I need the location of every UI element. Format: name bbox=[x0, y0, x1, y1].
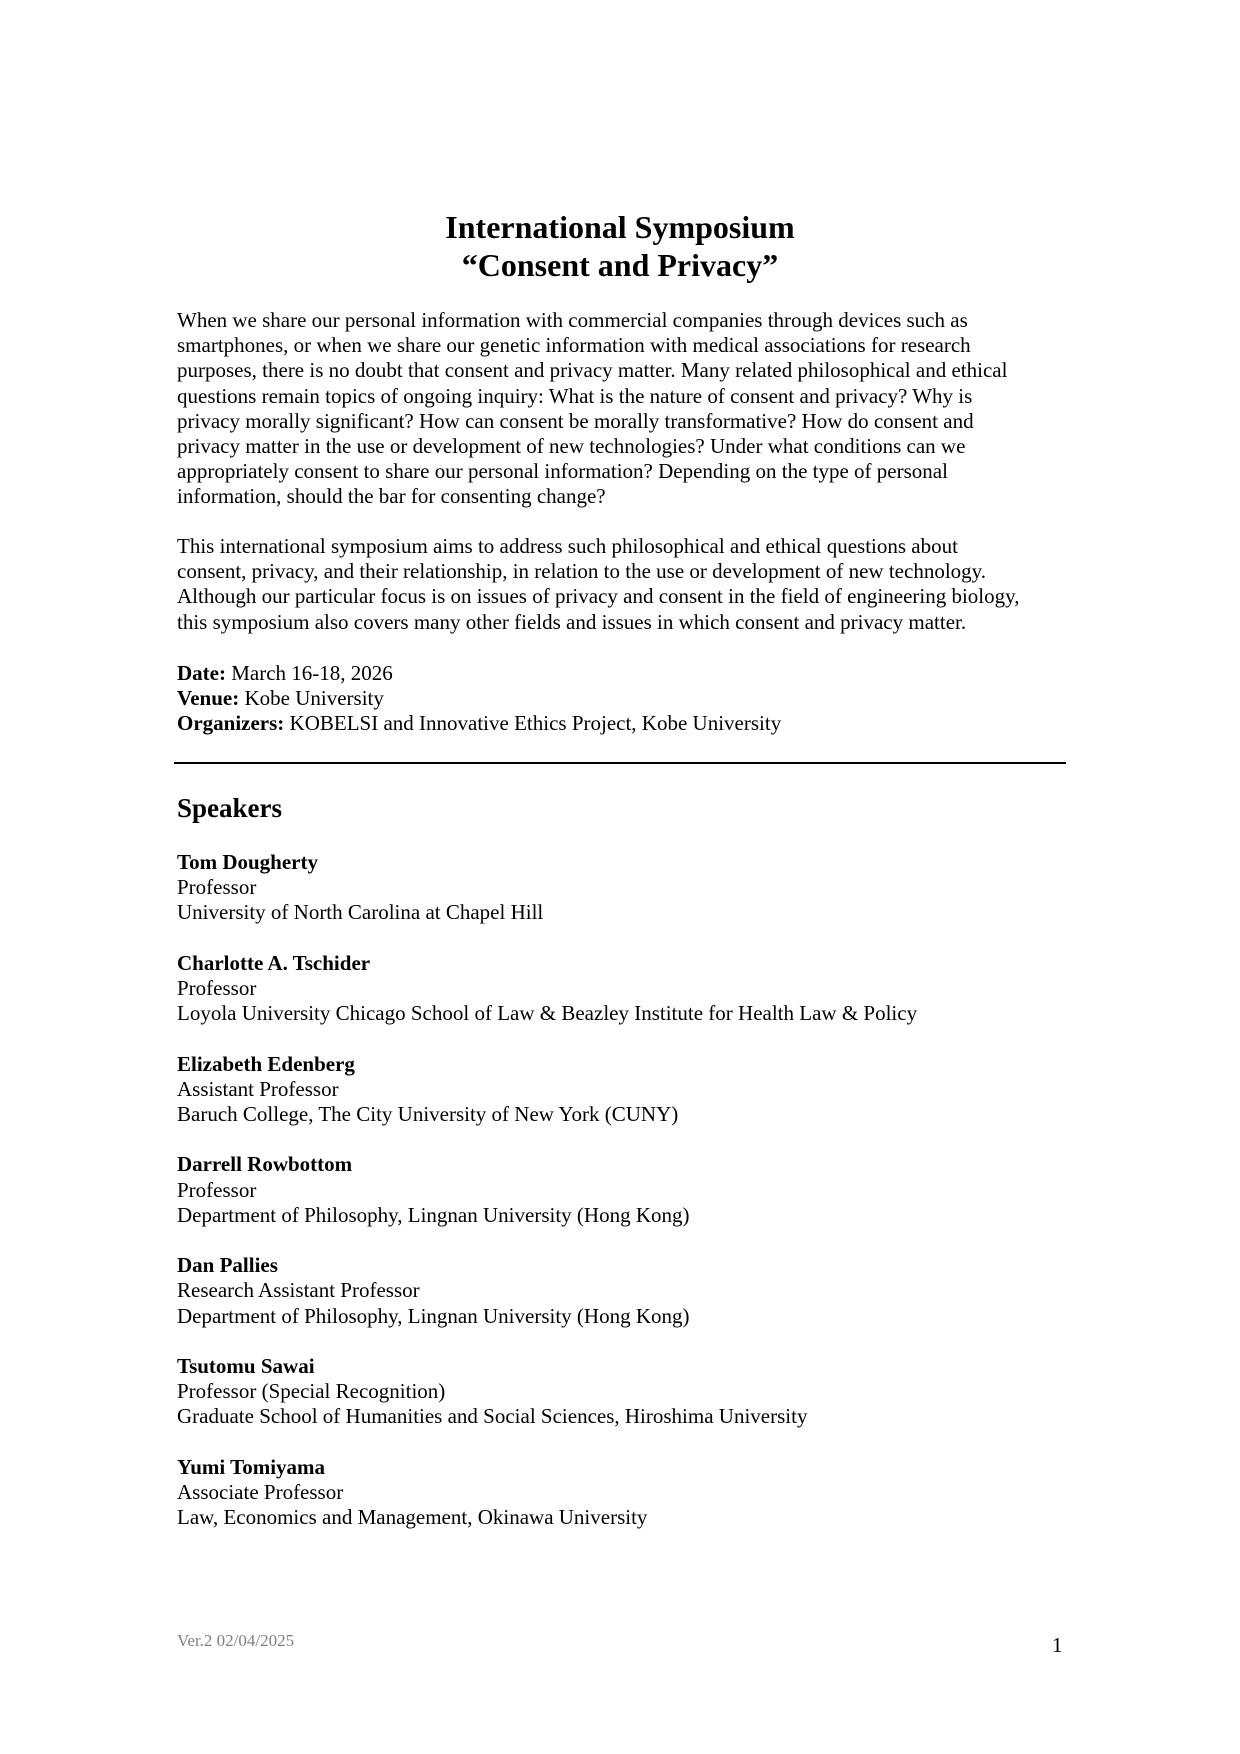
title-line-2: “Consent and Privacy” bbox=[461, 247, 779, 283]
text-line: privacy matter in the use or development of new technologies? Under what conditions can we bbox=[177, 434, 966, 459]
speaker-position: Assistant Professor bbox=[177, 1076, 339, 1101]
date-label: Date: bbox=[177, 661, 226, 685]
version-footer: Ver.2 02/04/2025 bbox=[177, 1631, 295, 1650]
organizers-row bbox=[177, 711, 1077, 736]
speaker-name: Darrell Rowbottom bbox=[177, 1152, 353, 1177]
speakers-heading: Speakers bbox=[177, 793, 283, 823]
text-line: This international symposium aims to address such philosophical and ethical questions about bbox=[177, 534, 958, 558]
title-line-1: International Symposium bbox=[445, 209, 795, 245]
speaker-name: Charlotte A. Tschider bbox=[177, 950, 371, 975]
speaker-name: Tom Dougherty bbox=[177, 850, 318, 874]
speakers-list bbox=[177, 850, 917, 1556]
speaker-entry bbox=[177, 1455, 917, 1531]
venue-row bbox=[177, 686, 1077, 711]
event-details bbox=[177, 661, 1077, 737]
text-line: this symposium also covers many other fields and issues in which consent and privacy matter. bbox=[177, 609, 967, 634]
speaker-entry bbox=[177, 1052, 917, 1128]
text-line: purposes, there is no doubt that consent and privacy matter. Many related philosophical and ethical bbox=[177, 358, 1008, 383]
text-line: Although our particular focus is on issues of privacy and consent in the field of engineering biology, bbox=[177, 584, 1020, 609]
text-line: appropriately consent to share our personal information? Depending on the type of personal bbox=[177, 459, 948, 484]
speaker-position: Research Assistant Professor bbox=[177, 1278, 420, 1303]
text-line: When we share our personal information with commercial companies through devices such as bbox=[177, 308, 968, 332]
speaker-name: Dan Pallies bbox=[177, 1253, 278, 1278]
speaker-entry bbox=[177, 1152, 917, 1228]
speaker-position: Professor bbox=[177, 976, 257, 1000]
intro-paragraph-1 bbox=[177, 308, 1077, 510]
venue-value: Kobe University bbox=[239, 686, 384, 711]
speaker-affiliation: Department of Philosophy, Lingnan University (Hong Kong) bbox=[177, 1303, 690, 1328]
text-line: questions remain topics of ongoing inquiry: What is the nature of consent and privacy? Why is bbox=[177, 383, 973, 408]
speaker-position: Associate Professor bbox=[177, 1479, 344, 1504]
date-value: March 16-18, 2026 bbox=[225, 661, 393, 685]
speaker-name: Yumi Tomiyama bbox=[177, 1454, 326, 1479]
date-row bbox=[177, 661, 1077, 686]
page-number: 1 bbox=[1052, 1633, 1063, 1657]
speaker-affiliation: Department of Philosophy, Lingnan University (Hong Kong) bbox=[177, 1202, 690, 1227]
speaker-name: Elizabeth Edenberg bbox=[177, 1051, 355, 1076]
organizers-label: Organizers: bbox=[177, 711, 285, 736]
speaker-entry bbox=[177, 951, 917, 1027]
text-line: smartphones, or when we share our genetic information with medical associations for research bbox=[177, 333, 971, 358]
speaker-name: Tsutomu Sawai bbox=[177, 1353, 315, 1378]
venue-label: Venue: bbox=[177, 686, 240, 711]
speaker-position: Professor (Special Recognition) bbox=[177, 1379, 446, 1404]
speaker-affiliation: Graduate School of Humanities and Social Sciences, Hiroshima University bbox=[177, 1404, 808, 1429]
text-line: privacy morally significant? How can consent be morally transformative? How do consent and bbox=[177, 408, 974, 433]
section-divider bbox=[174, 762, 1066, 764]
intro-paragraph-2 bbox=[177, 534, 1077, 635]
speaker-entry bbox=[177, 1253, 917, 1329]
organizers-value: KOBELSI and Innovative Ethics Project, Kobe University bbox=[284, 711, 782, 736]
speaker-position: Professor bbox=[177, 875, 257, 900]
text-line: consent, privacy, and their relationship, in relation to the use or development of new technology. bbox=[177, 559, 987, 584]
speaker-affiliation: Baruch College, The City University of New York (CUNY) bbox=[177, 1102, 679, 1126]
speaker-entry bbox=[177, 1354, 917, 1430]
speaker-entry bbox=[177, 850, 917, 926]
speaker-position: Professor bbox=[177, 1177, 257, 1202]
document-title bbox=[0, 208, 1240, 284]
speaker-affiliation: Loyola University Chicago School of Law & Beazley Institute for Health Law & Policy bbox=[177, 1001, 918, 1026]
text-line: information, should the bar for consenting change? bbox=[177, 484, 606, 509]
speaker-affiliation: Law, Economics and Management, Okinawa University bbox=[177, 1505, 648, 1530]
speaker-affiliation: University of North Carolina at Chapel Hill bbox=[177, 900, 544, 925]
